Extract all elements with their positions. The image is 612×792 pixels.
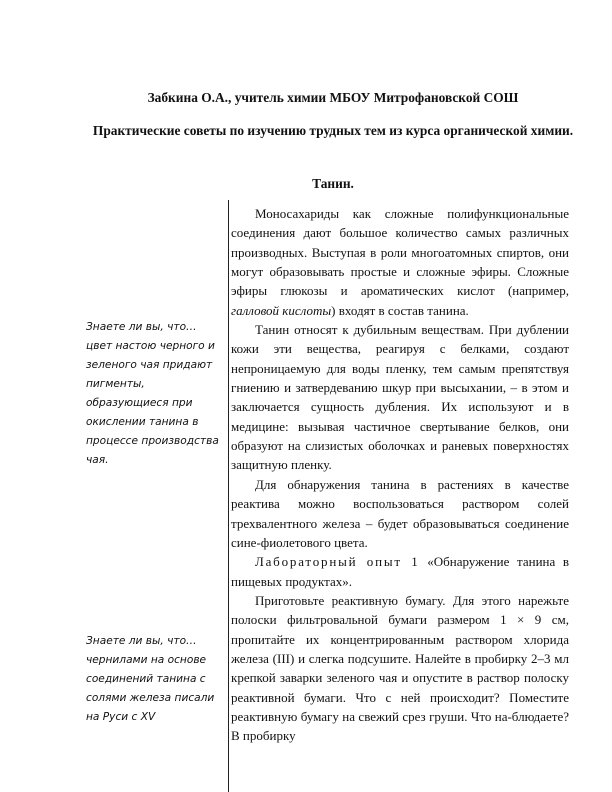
- paragraph-lab-heading: [231, 552, 569, 591]
- column-divider: [228, 200, 229, 792]
- lab-title: «Обнаружение танина в пищевых продуктах».: [231, 554, 570, 589]
- sidebar-note-ink: Знаете ли вы, что… чернилами на основе соединений танина с солями железа писали на Руси с XV: [86, 635, 215, 723]
- sidebar-note-tea-pigments: Знаете ли вы, что… цвет настою черного и зеленого чая придают пигменты, образующиеся при окислении танина в процессе производства чая.: [86, 321, 219, 466]
- paragraph-lab-instructions: Приготовьте реактивную бумагу. Для этого нарежьте полоски фильтровальной бумаги размером 1 × 9 см, пропитайте их концентрированным раствором хлорида железа (III) и слегка подсушите. Налейте в пробирку 2–3 мл крепкой заварки зеленого чая и опустите в раствор полоску реактивной бумаги. Что с ней происходит? Поместите реактивную бумагу на свежий срез груши. Что на-блюдаете? В пробирку: [231, 592, 569, 744]
- topic-title: Танин.: [312, 176, 354, 191]
- paragraph-detection: Для обнаружения танина в растениях в качестве реактива можно воспользоваться раствором солей трехвалентного железа – будет образовываться соединение сине-фиолетового цвета.: [231, 476, 569, 550]
- gallic-acid-term: галловой кислоты: [231, 302, 332, 318]
- document-subtitle: Практические советы по изучению трудных тем из курса органической химии.: [92, 123, 574, 138]
- author-line: Забкина О.А., учитель химии МБОУ Митрофановской СОШ: [147, 90, 519, 105]
- main-text-column: [231, 204, 569, 746]
- paragraph-monosaccharides: Моносахариды как сложные полифункциональные соединения дают большое количество самых различных производных. Выступая в роли многоатомных спиртов, они могут образовывать простые и сложные эфиры. Сложные эфиры глюкозы и ароматических кислот (например, галловой кислоты) входят в состав танина.: [231, 206, 569, 318]
- paragraph-tannin-tanning: Танин относят к дубильным веществам. При дублении кожи эти вещества, реагируя с белками, создают непроницаемую для воды пленку, тем самым препятствуя гниению и затвердеванию шкур при высыхании, – в этом и заключается сущность дубления. Их используют и в медицине: вызывая частичное свертывание белков, они образуют на слизистых оболочках и раневых поверхностях защитную пленку.: [231, 322, 569, 473]
- lab-label: Лабораторный опыт 1: [255, 554, 420, 570]
